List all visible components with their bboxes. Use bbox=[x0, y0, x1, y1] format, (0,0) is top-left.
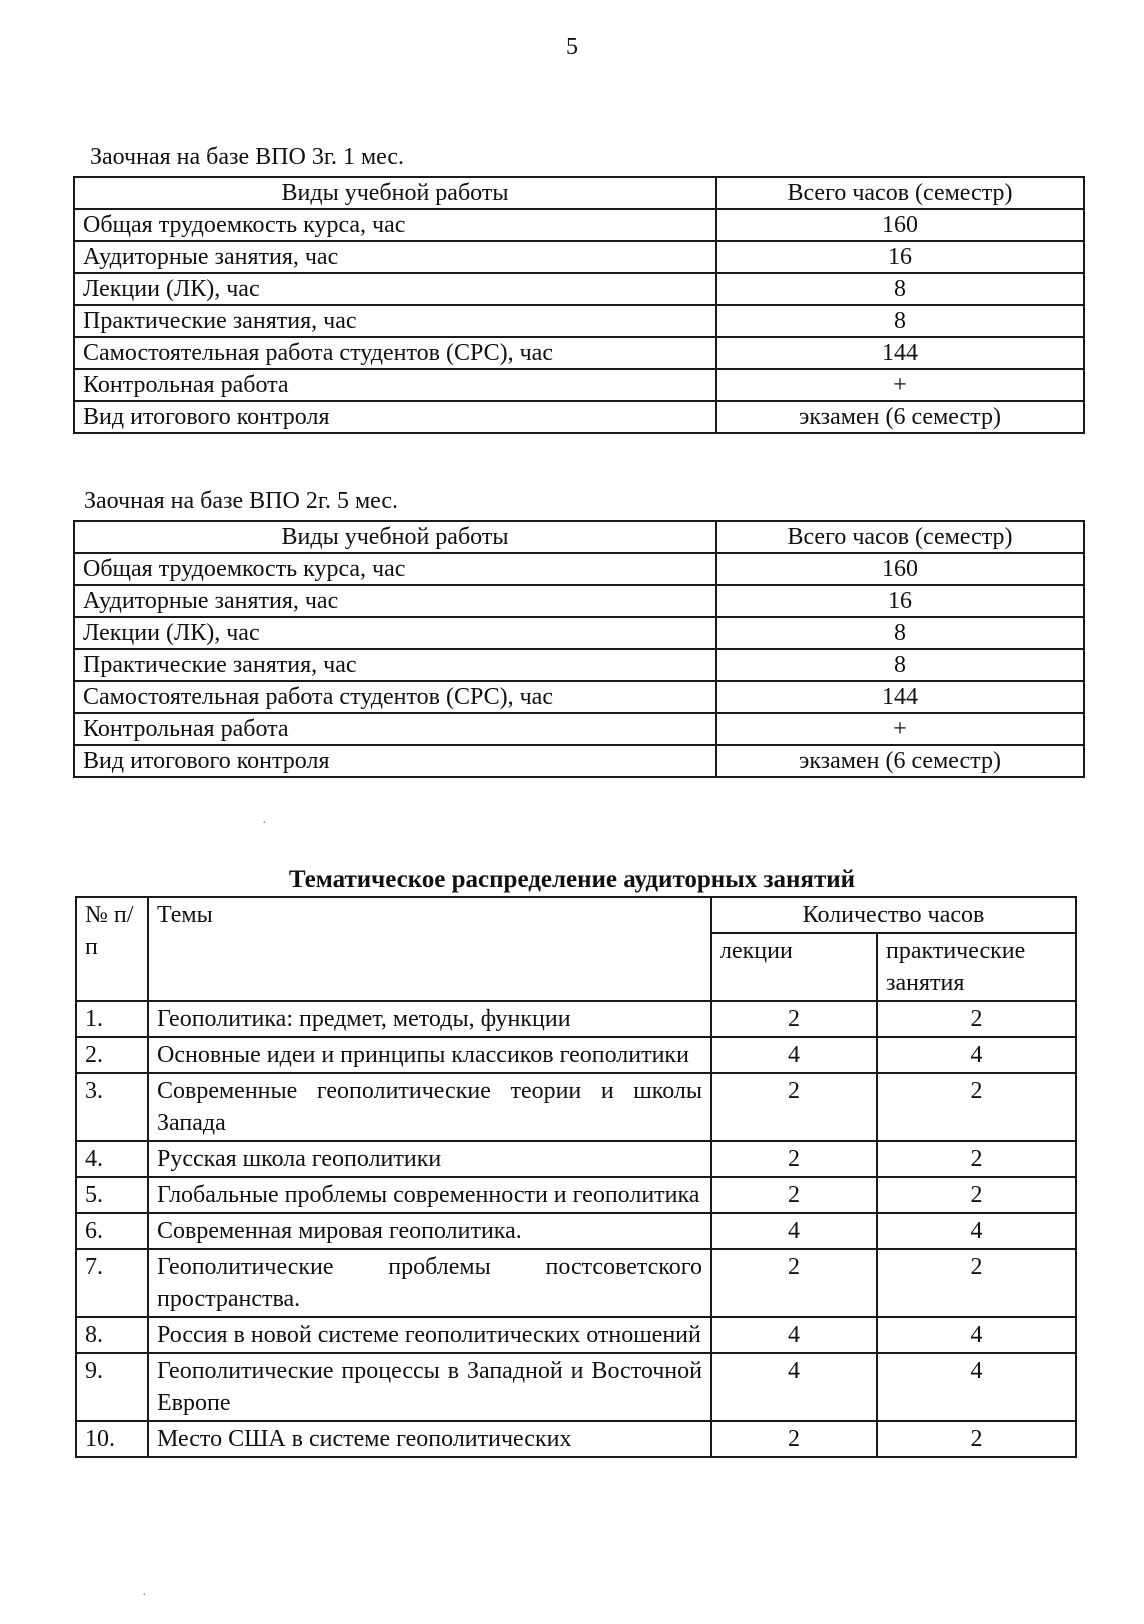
row-label: Практические занятия, час bbox=[74, 649, 716, 681]
row-value: + bbox=[716, 369, 1084, 401]
table-row bbox=[74, 241, 1084, 273]
topic-lectures: 2 bbox=[711, 1249, 877, 1317]
row-label: Лекции (ЛК), час bbox=[74, 273, 716, 305]
row-label: Контрольная работа bbox=[74, 369, 716, 401]
topic-number: 9. bbox=[76, 1353, 148, 1421]
row-value: 8 bbox=[716, 305, 1084, 337]
table2-caption: Заочная на базе ВПО 2г. 5 мес. bbox=[84, 488, 399, 514]
topic-title: Глобальные проблемы современности и геополитика bbox=[148, 1177, 711, 1213]
row-value: 16 bbox=[716, 585, 1084, 617]
header-topics: Темы bbox=[148, 897, 711, 1001]
table-row bbox=[76, 1249, 1076, 1317]
row-label: Общая трудоемкость курса, час bbox=[74, 553, 716, 585]
row-value: экзамен (6 семестр) bbox=[716, 745, 1084, 777]
table-row bbox=[76, 1177, 1076, 1213]
topic-title: Место США в системе геополитических bbox=[148, 1421, 711, 1457]
topic-number: 4. bbox=[76, 1141, 148, 1177]
header-lectures: лекции bbox=[711, 933, 877, 1001]
row-value: 8 bbox=[716, 273, 1084, 305]
table-row bbox=[74, 369, 1084, 401]
table-row bbox=[76, 1353, 1076, 1421]
topic-number: 7. bbox=[76, 1249, 148, 1317]
header-practice: практические занятия bbox=[877, 933, 1076, 1001]
header-total: Всего часов (семестр) bbox=[716, 177, 1084, 209]
topic-title: Геополитические процессы в Западной и Восточной Европе bbox=[148, 1353, 711, 1421]
topic-number: 3. bbox=[76, 1073, 148, 1141]
row-label: Лекции (ЛК), час bbox=[74, 617, 716, 649]
topic-lectures: 2 bbox=[711, 1141, 877, 1177]
header-total: Всего часов (семестр) bbox=[716, 521, 1084, 553]
table-row bbox=[74, 337, 1084, 369]
table-row bbox=[74, 401, 1084, 433]
page-number: 5 bbox=[566, 34, 578, 60]
table-row bbox=[74, 209, 1084, 241]
topic-practice: 2 bbox=[877, 1421, 1076, 1457]
topic-number: 8. bbox=[76, 1317, 148, 1353]
table1-caption: Заочная на базе ВПО 3г. 1 мес. bbox=[90, 144, 405, 170]
topic-number: 2. bbox=[76, 1037, 148, 1073]
topic-lectures: 2 bbox=[711, 1073, 877, 1141]
table-row bbox=[74, 681, 1084, 713]
row-value: 16 bbox=[716, 241, 1084, 273]
topic-lectures: 4 bbox=[711, 1353, 877, 1421]
table-row bbox=[74, 617, 1084, 649]
header-number: № п/п bbox=[76, 897, 148, 1001]
topic-practice: 2 bbox=[877, 1073, 1076, 1141]
row-value: 144 bbox=[716, 681, 1084, 713]
topic-lectures: 4 bbox=[711, 1037, 877, 1073]
table-row bbox=[74, 553, 1084, 585]
header-hours: Количество часов bbox=[711, 897, 1076, 933]
row-label: Аудиторные занятия, час bbox=[74, 241, 716, 273]
thematic-distribution-table bbox=[75, 896, 1077, 1458]
study-hours-table-1 bbox=[73, 176, 1085, 434]
topic-lectures: 4 bbox=[711, 1317, 877, 1353]
row-label: Самостоятельная работа студентов (СРС), час bbox=[74, 681, 716, 713]
topic-practice: 4 bbox=[877, 1353, 1076, 1421]
section-title: Тематическое распределение аудиторных занятий bbox=[288, 866, 856, 893]
topic-title: Россия в новой системе геополитических отношений bbox=[148, 1317, 711, 1353]
study-hours-table-2 bbox=[73, 520, 1085, 778]
topic-lectures: 2 bbox=[711, 1421, 877, 1457]
row-value: 144 bbox=[716, 337, 1084, 369]
topic-number: 6. bbox=[76, 1213, 148, 1249]
topic-practice: 2 bbox=[877, 1177, 1076, 1213]
table-row bbox=[76, 1421, 1076, 1457]
topic-lectures: 4 bbox=[711, 1213, 877, 1249]
topic-practice: 4 bbox=[877, 1037, 1076, 1073]
table-header-row bbox=[76, 897, 1076, 933]
topic-practice: 4 bbox=[877, 1213, 1076, 1249]
topic-number: 1. bbox=[76, 1001, 148, 1037]
topic-title: Геополитические проблемы постсоветского пространства. bbox=[148, 1249, 711, 1317]
table-row bbox=[74, 713, 1084, 745]
table-header-row bbox=[74, 177, 1084, 209]
topic-lectures: 2 bbox=[711, 1001, 877, 1037]
header-kind: Виды учебной работы bbox=[74, 521, 716, 553]
table-row bbox=[76, 1073, 1076, 1141]
topic-lectures: 2 bbox=[711, 1177, 877, 1213]
scan-speck: · bbox=[142, 1588, 147, 1603]
row-value: 8 bbox=[716, 617, 1084, 649]
row-value: 160 bbox=[716, 209, 1084, 241]
row-value: экзамен (6 семестр) bbox=[716, 401, 1084, 433]
row-label: Вид итогового контроля bbox=[74, 401, 716, 433]
table-row bbox=[74, 585, 1084, 617]
row-value: 8 bbox=[716, 649, 1084, 681]
table-row bbox=[74, 305, 1084, 337]
row-label: Самостоятельная работа студентов (СРС), час bbox=[74, 337, 716, 369]
row-label: Вид итогового контроля bbox=[74, 745, 716, 777]
table-row bbox=[74, 273, 1084, 305]
table-row bbox=[76, 1317, 1076, 1353]
table-row bbox=[74, 745, 1084, 777]
header-kind: Виды учебной работы bbox=[74, 177, 716, 209]
table-row bbox=[76, 1001, 1076, 1037]
topic-title: Геополитика: предмет, методы, функции bbox=[148, 1001, 711, 1037]
table-row bbox=[76, 1141, 1076, 1177]
table-row bbox=[74, 649, 1084, 681]
topic-title: Основные идеи и принципы классиков геополитики bbox=[148, 1037, 711, 1073]
topic-title: Современные геополитические теории и школы Запада bbox=[148, 1073, 711, 1141]
topic-title: Русская школа геополитики bbox=[148, 1141, 711, 1177]
scan-speck: · bbox=[262, 816, 267, 831]
row-value: + bbox=[716, 713, 1084, 745]
table-row bbox=[76, 1213, 1076, 1249]
topic-practice: 2 bbox=[877, 1001, 1076, 1037]
topic-title: Современная мировая геополитика. bbox=[148, 1213, 711, 1249]
row-value: 160 bbox=[716, 553, 1084, 585]
topic-practice: 2 bbox=[877, 1249, 1076, 1317]
row-label: Практические занятия, час bbox=[74, 305, 716, 337]
row-label: Аудиторные занятия, час bbox=[74, 585, 716, 617]
table-row bbox=[76, 1037, 1076, 1073]
row-label: Общая трудоемкость курса, час bbox=[74, 209, 716, 241]
topic-number: 5. bbox=[76, 1177, 148, 1213]
topic-practice: 4 bbox=[877, 1317, 1076, 1353]
row-label: Контрольная работа bbox=[74, 713, 716, 745]
table-header-row bbox=[74, 521, 1084, 553]
topic-practice: 2 bbox=[877, 1141, 1076, 1177]
topic-number: 10. bbox=[76, 1421, 148, 1457]
